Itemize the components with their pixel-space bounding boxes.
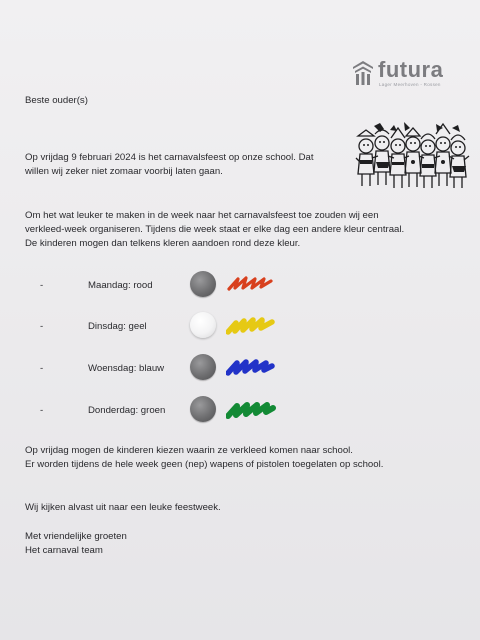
gray-dot-icon (190, 354, 216, 380)
carnival-children-illustration (352, 122, 470, 190)
logo-wordmark: futura (378, 57, 444, 82)
friday-line-1: Op vrijdag mogen de kinderen kiezen waarin ze verkleed komen naar school. (25, 445, 353, 456)
day-label-tuesday: Dinsdag: geel (88, 321, 147, 332)
list-bullet: - (40, 363, 44, 374)
day-label-wednesday: Woensdag: blauw (88, 363, 165, 374)
blue-color-swatch (226, 355, 276, 379)
list-bullet: - (40, 321, 44, 332)
green-color-swatch (226, 397, 276, 421)
day-row-thursday (40, 396, 280, 426)
list-bullet: - (40, 405, 44, 416)
day-row-tuesday (40, 312, 280, 342)
signoff-line-2: Het carnaval team (25, 545, 103, 556)
futura-logo-icon (352, 60, 374, 86)
signoff-line-1: Met vriendelijke groeten (25, 531, 127, 542)
yellow-color-swatch (226, 313, 276, 337)
closing-line: Wij kijken alvast uit naar een leuke feestweek. (25, 502, 221, 513)
intro-line-2: willen wij zeker niet zomaar voorbij laten gaan. (25, 166, 223, 177)
day-label-monday: Maandag: rood (88, 280, 153, 291)
day-row-monday (40, 271, 280, 301)
plan-line-3: De kinderen mogen dan telkens kleren aandoen rond deze kleur. (25, 238, 301, 249)
plan-line-2: verkleed-week organiseren. Tijdens die week staat er elke dag een andere kleur centraal. (25, 224, 405, 235)
school-logo (352, 58, 456, 94)
friday-line-2: Er worden tijdens de hele week geen (nep) wapens of pistolen toegelaten op school. (25, 459, 384, 470)
plan-line-1: Om het wat leuker te maken in de week naar het carnavalsfeest toe zouden wij een (25, 210, 379, 221)
gray-dot-icon (190, 396, 216, 422)
intro-line-1: Op vrijdag 9 februari 2024 is het carnavalsfeest op onze school. Dat (25, 152, 314, 163)
white-dot-icon (190, 312, 216, 338)
day-row-wednesday (40, 354, 280, 384)
greeting: Beste ouder(s) (25, 95, 88, 106)
logo-tagline: Lager Meerhoven - Rossen (379, 82, 441, 87)
list-bullet: - (40, 280, 44, 291)
red-color-swatch (226, 272, 276, 296)
gray-dot-icon (190, 271, 216, 297)
day-label-thursday: Donderdag: groen (88, 405, 166, 416)
